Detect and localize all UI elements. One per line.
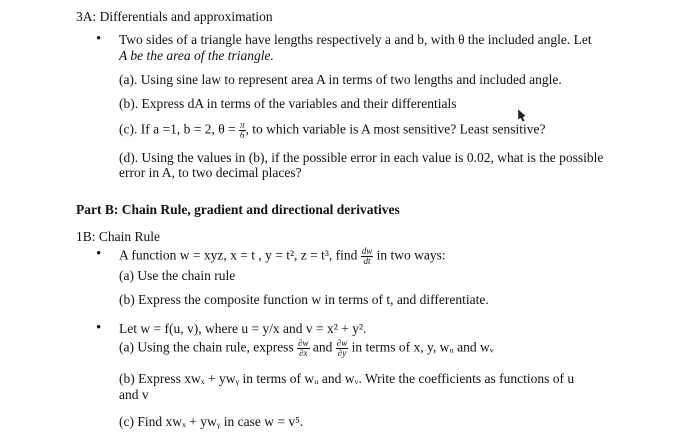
problem-a-intro-line1: Two sides of a triangle have lengths respectively a and b, with θ the included angle. Let	[119, 32, 592, 47]
b2-a-frac1-den: ∂x	[299, 348, 308, 358]
b1-frac-den: dt	[363, 256, 371, 266]
b2-a-fraction1	[297, 339, 309, 358]
bullet-dot: •	[96, 320, 102, 336]
b1-pre: A function w = xyz, x = t , y = t², z = t³, find	[119, 247, 358, 263]
b2-item-a	[119, 339, 494, 358]
section-a-heading: 3A: Differentials and approximation	[76, 9, 273, 24]
b2-a-post: in terms of x, y, wᵤ and wᵥ	[351, 339, 494, 355]
item-c-frac-num: π	[240, 120, 245, 130]
item-c-pre: (c). If a =1, b = 2, θ =	[119, 121, 236, 137]
section-b-heading: Part B: Chain Rule, gradient and directional derivatives	[76, 202, 400, 217]
b2-a-pre: (a) Using the chain rule, express	[119, 339, 294, 355]
item-d-line2: error in A, to two decimal places?	[119, 165, 302, 180]
b1-item-a: (a) Use the chain rule	[119, 268, 236, 283]
b1-frac-num: dw	[361, 246, 373, 256]
b2-item-b-line2: and v	[119, 387, 149, 402]
item-c-post: , to which variable is A most sensitive? Least sensitive?	[245, 121, 546, 137]
bullet-dot: •	[96, 31, 102, 47]
b2-a-frac2-num: ∂w	[336, 338, 348, 348]
b2-a-and: and	[312, 339, 333, 355]
b2-a-fraction2	[336, 339, 348, 358]
problem-a-intro-line2: A be the area of the triangle.	[119, 48, 274, 63]
item-a: (a). Using sine law to represent area A in terms of two lengths and included angle.	[119, 72, 562, 87]
section-b-subheading: 1B: Chain Rule	[76, 229, 160, 244]
b2-line: Let w = f(u, v), where u = y/x and v = x² + y².	[119, 321, 367, 336]
b2-a-frac2-den: ∂y	[337, 348, 347, 358]
b1-post: in two ways:	[376, 247, 446, 263]
b1-line	[119, 247, 446, 266]
item-b: (b). Express dA in terms of the variables and their differentials	[119, 96, 457, 111]
b2-item-b-line1: (b) Express xwₓ + ywᵧ in terms of wᵤ and wᵥ. Write the coefficients as functions of u	[119, 371, 575, 386]
mouse-cursor-icon	[514, 108, 525, 120]
b1-item-b: (b) Express the composite function w in terms of t, and differentiate.	[119, 292, 489, 307]
b2-a-frac1-num: ∂w	[298, 338, 309, 348]
bullet-dot: •	[96, 246, 102, 262]
item-c	[119, 121, 546, 140]
b1-fraction	[361, 247, 374, 266]
item-c-frac-den: 6	[240, 130, 245, 140]
b2-item-c: (c) Find xwₓ + ywᵧ in case w = v⁵.	[119, 414, 304, 429]
item-d-line1: (d). Using the values in (b), if the possible error in each value is 0.02, what is the possible	[119, 150, 604, 165]
